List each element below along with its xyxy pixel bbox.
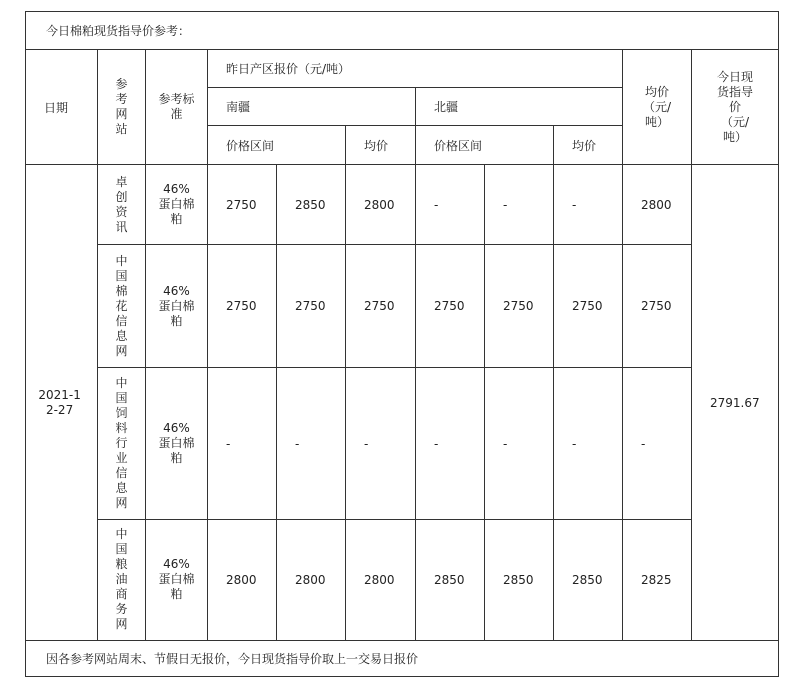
- header-date: 日期: [26, 50, 98, 165]
- south-high-cell: 2850: [277, 165, 346, 245]
- today-price-cell: 2791.67: [692, 165, 779, 641]
- table-row: [26, 368, 779, 519]
- south-avg-cell: 2750: [346, 245, 416, 368]
- site-cell: 卓创资讯: [98, 165, 146, 245]
- header-avg: 均价（元/吨）: [623, 50, 692, 165]
- north-high-cell: -: [485, 368, 554, 519]
- north-high-cell: 2850: [485, 519, 554, 640]
- south-low-cell: 2750: [208, 245, 277, 368]
- site-cell: 中国粮油商务网: [98, 519, 146, 640]
- header-site: 参考网站: [98, 50, 146, 165]
- date-cell: 2021-12-27: [26, 165, 98, 641]
- site-cell: 中国棉花信息网: [98, 245, 146, 368]
- south-avg-cell: 2800: [346, 165, 416, 245]
- header-north: 北疆: [416, 88, 623, 126]
- north-high-cell: 2750: [485, 245, 554, 368]
- south-avg-cell: 2800: [346, 519, 416, 640]
- header-north-avg: 均价: [554, 126, 623, 165]
- south-high-cell: 2750: [277, 245, 346, 368]
- avg-cell: 2750: [623, 245, 692, 368]
- avg-cell: 2800: [623, 165, 692, 245]
- avg-cell: 2825: [623, 519, 692, 640]
- south-high-cell: 2800: [277, 519, 346, 640]
- site-cell: 中国饲料行业信息网: [98, 368, 146, 519]
- table-row: [26, 165, 779, 245]
- south-avg-cell: -: [346, 368, 416, 519]
- header-south: 南疆: [208, 88, 416, 126]
- standard-cell: 46%蛋白棉粕: [146, 519, 208, 640]
- north-low-cell: -: [416, 165, 485, 245]
- south-low-cell: -: [208, 368, 277, 519]
- standard-cell: 46%蛋白棉粕: [146, 165, 208, 245]
- title-row: [26, 12, 779, 50]
- north-avg-cell: 2750: [554, 245, 623, 368]
- header-yesterday: 昨日产区报价（元/吨）: [208, 50, 623, 88]
- header-standard: 参考标准: [146, 50, 208, 165]
- standard-cell: 46%蛋白棉粕: [146, 245, 208, 368]
- header-row-1: [26, 50, 779, 88]
- north-avg-cell: -: [554, 165, 623, 245]
- north-avg-cell: 2850: [554, 519, 623, 640]
- north-low-cell: 2750: [416, 245, 485, 368]
- header-north-range: 价格区间: [416, 126, 554, 165]
- header-south-avg: 均价: [346, 126, 416, 165]
- north-avg-cell: -: [554, 368, 623, 519]
- north-low-cell: 2850: [416, 519, 485, 640]
- price-table: [25, 11, 779, 677]
- north-high-cell: -: [485, 165, 554, 245]
- south-high-cell: -: [277, 368, 346, 519]
- table-title: 今日棉粕现货指导价参考：: [26, 12, 779, 50]
- south-low-cell: 2800: [208, 519, 277, 640]
- table-row: [26, 519, 779, 640]
- avg-cell: -: [623, 368, 692, 519]
- standard-cell: 46%蛋白棉粕: [146, 368, 208, 519]
- table-note: 因各参考网站周末、节假日无报价，今日现货指导价取上一交易日报价: [26, 640, 779, 676]
- note-row: [26, 640, 779, 676]
- header-south-range: 价格区间: [208, 126, 346, 165]
- table-row: [26, 245, 779, 368]
- header-today: 今日现货指导价（元/吨）: [692, 50, 779, 165]
- north-low-cell: -: [416, 368, 485, 519]
- south-low-cell: 2750: [208, 165, 277, 245]
